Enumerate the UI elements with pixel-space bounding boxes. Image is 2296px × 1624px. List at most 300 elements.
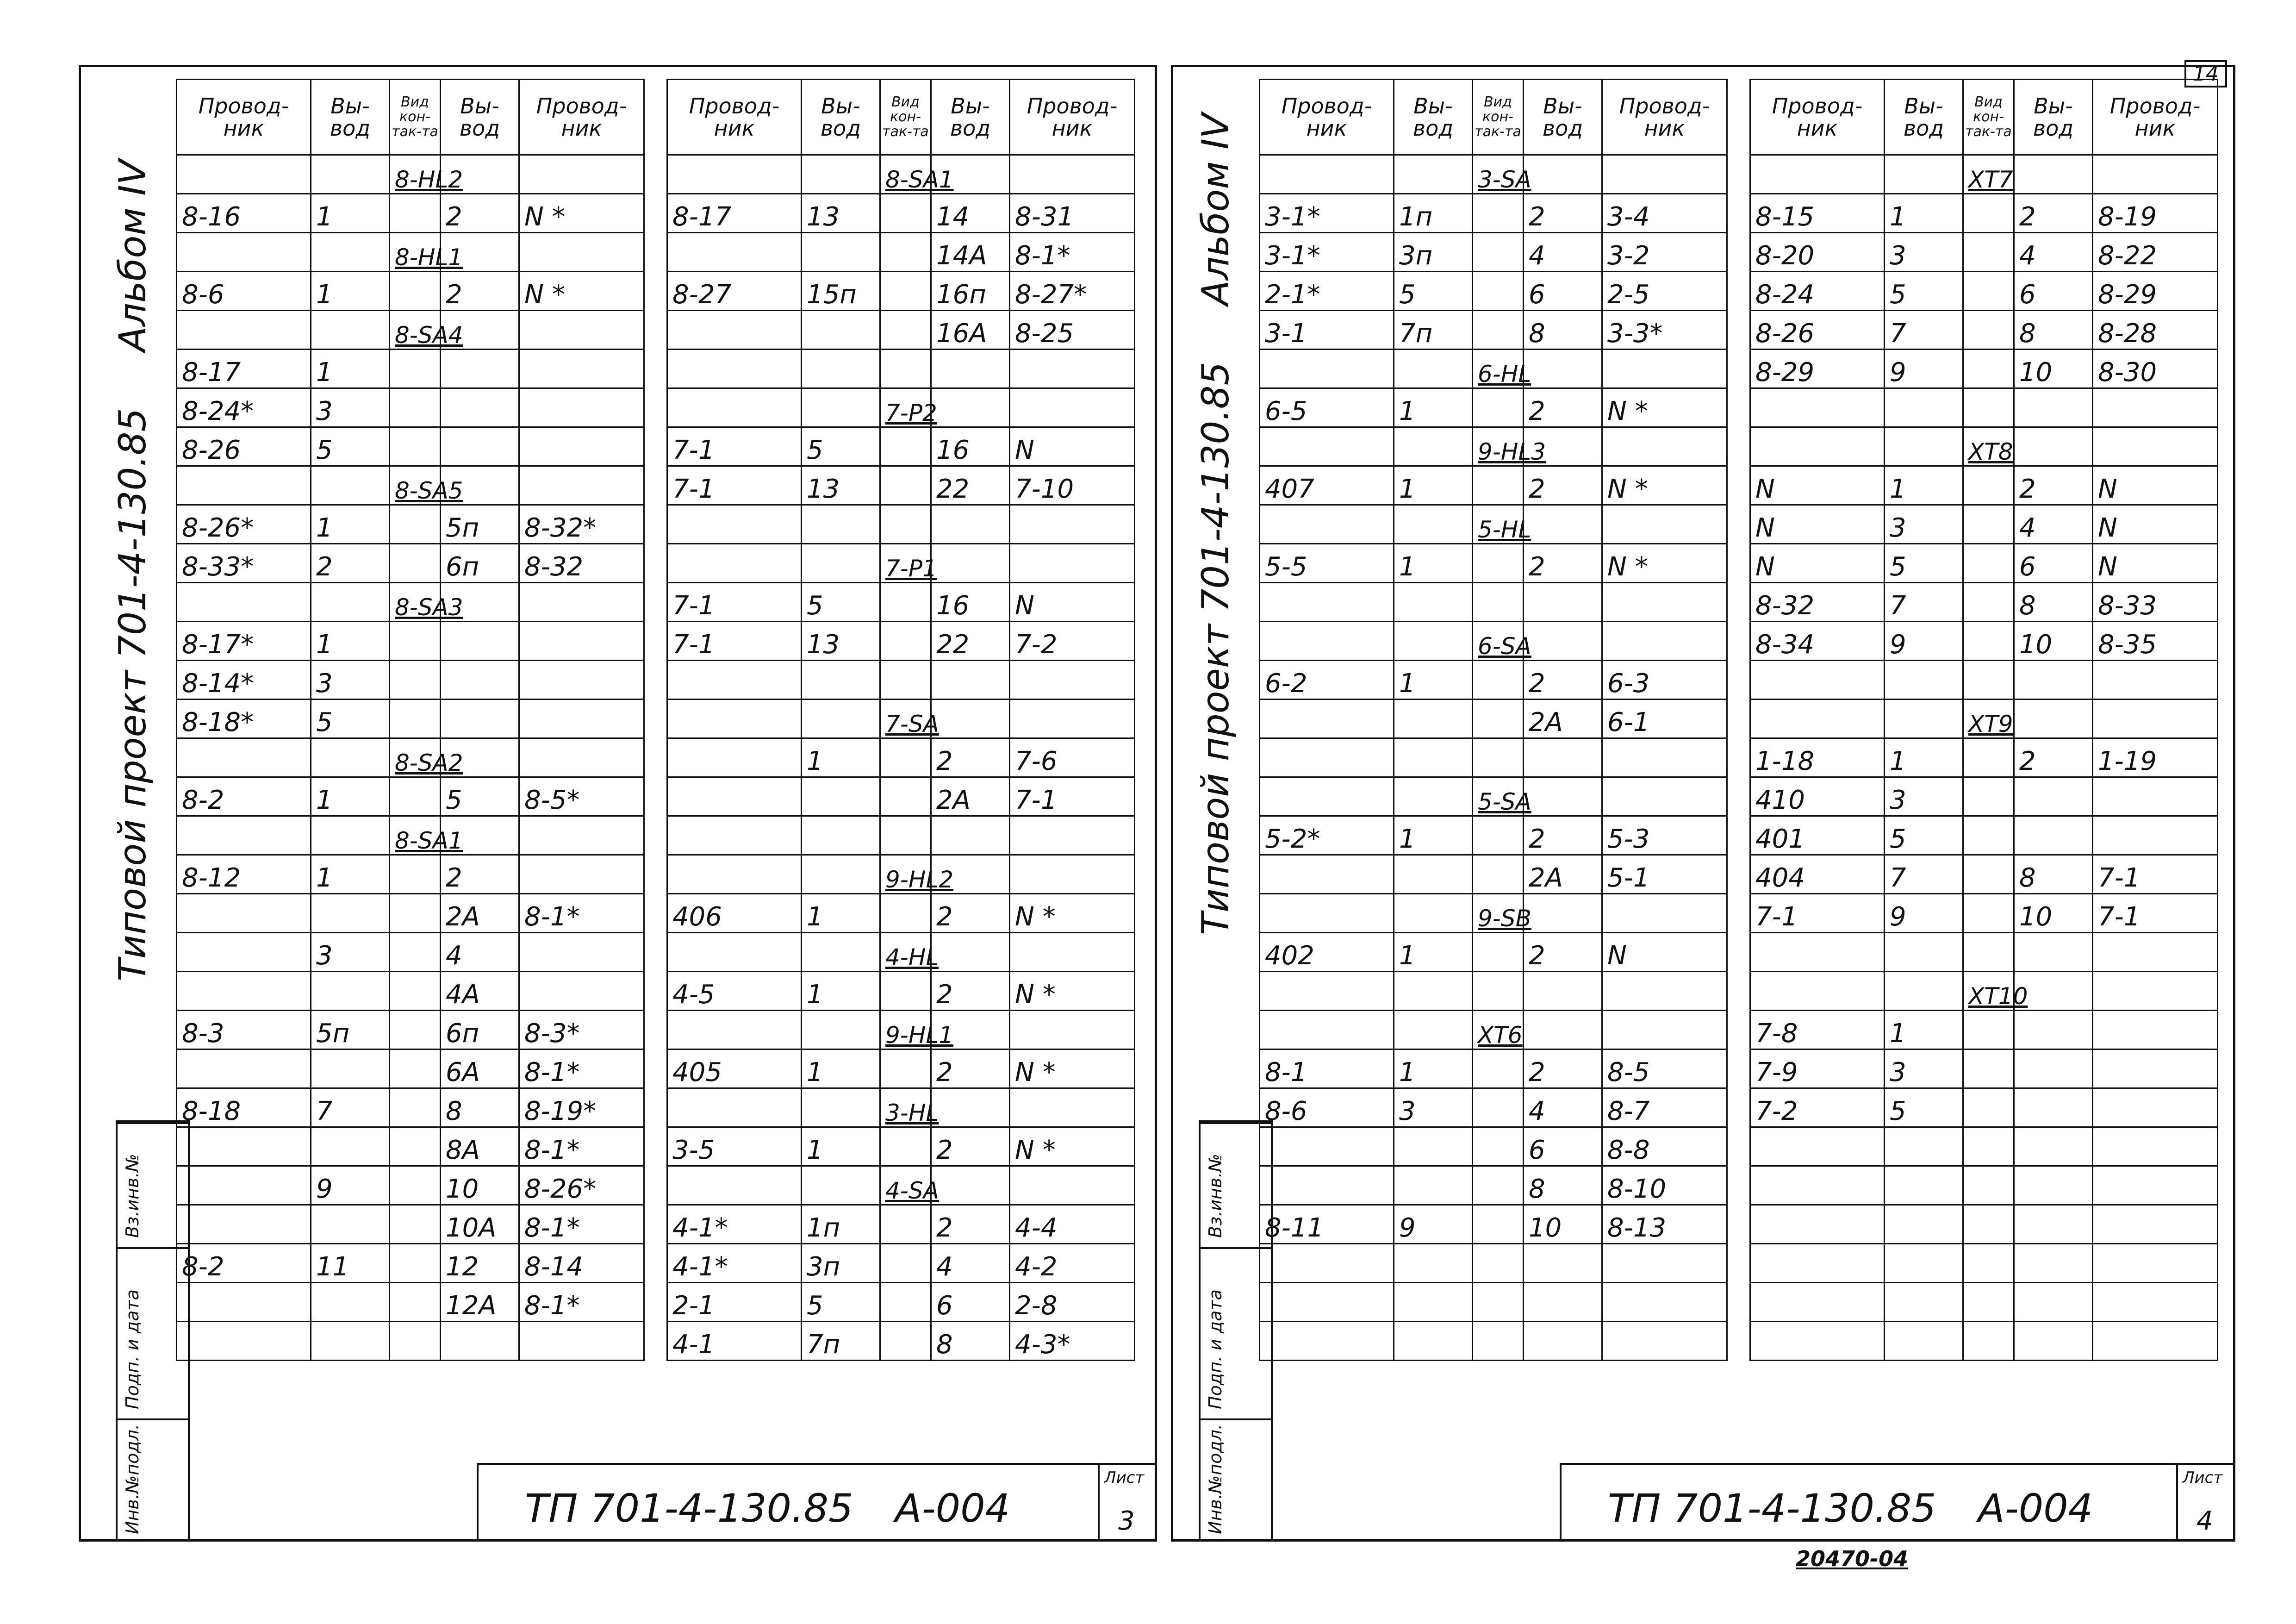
table-cell (1750, 700, 1885, 738)
table-cell (667, 738, 802, 777)
table-cell (1750, 661, 1885, 700)
table-row (1750, 1088, 2218, 1127)
table-cell (667, 155, 802, 194)
table-cell (931, 1166, 1010, 1205)
table-cell (2093, 1166, 2218, 1205)
contact-type-cell (1963, 311, 2014, 350)
left-strip-label-2: Подп. и дата (122, 1289, 143, 1409)
table-cell (519, 661, 644, 700)
contact-type-cell (880, 272, 931, 311)
table-cell: 1 (311, 350, 390, 388)
table-cell (931, 816, 1010, 855)
table-cell (1524, 1322, 1602, 1361)
table-cell (177, 311, 311, 350)
table-cell (1602, 1322, 1727, 1361)
table-row (177, 155, 644, 194)
contact-type-cell: XT10 (1963, 972, 2014, 1011)
table-cell (2014, 1166, 2093, 1205)
table-cell: 7-1 (1010, 777, 1135, 816)
table-cell (1394, 1166, 1473, 1205)
contact-type-cell (880, 311, 931, 350)
table-cell (1010, 933, 1135, 972)
contact-type-cell: 9-SB (1473, 894, 1524, 933)
table-cell (802, 1088, 880, 1127)
table-row (1260, 1166, 1727, 1205)
contact-type-cell (1963, 194, 2014, 233)
table-cell: 8-17 (667, 194, 802, 233)
table-cell: 10 (1524, 1205, 1602, 1244)
contact-type-cell (1963, 388, 2014, 427)
table-cell (311, 894, 390, 933)
right-sheet-label: Лист (2183, 1468, 2223, 1487)
table-cell (1524, 894, 1602, 933)
table-cell: 4-1* (667, 1205, 802, 1244)
table-cell (1885, 1166, 1963, 1205)
contact-type-cell (1963, 583, 2014, 622)
contact-type-cell (880, 777, 931, 816)
contact-type-cell (880, 816, 931, 855)
table-cell: 4 (1524, 233, 1602, 272)
table-cell (441, 427, 519, 466)
header-terminal: Вы-вод (311, 80, 390, 155)
contact-type-cell: 9-HL2 (880, 855, 931, 894)
table-cell (519, 350, 644, 388)
table-cell: 8-35 (2093, 622, 2218, 661)
table-row (1260, 1244, 1727, 1283)
table-cell: 1п (802, 1205, 880, 1244)
table-row (1750, 816, 2218, 855)
table-cell: 6 (2014, 272, 2093, 311)
table-row (1750, 194, 2218, 233)
table-cell: 8-24* (177, 388, 311, 427)
table-cell (1750, 388, 1885, 427)
table-cell (441, 388, 519, 427)
table-cell: 2 (441, 272, 519, 311)
right-vertical-title: Типовой проект 701-4-130.85 (1194, 362, 1237, 935)
table-cell: 5 (802, 427, 880, 466)
table-row (1260, 155, 1727, 194)
table-row (1260, 738, 1727, 777)
table-row (177, 1166, 644, 1205)
table-cell: 2 (931, 1049, 1010, 1088)
table-cell: 10 (2014, 350, 2093, 388)
contact-type-cell: 8-SA4 (390, 311, 441, 350)
table-cell: 7-6 (1010, 738, 1135, 777)
table-cell (667, 933, 802, 972)
table-row (667, 1166, 1135, 1205)
table-row (1260, 194, 1727, 233)
table-row (177, 894, 644, 933)
contact-type-cell: XT7 (1963, 155, 2014, 194)
table-cell: 7-1 (2093, 894, 2218, 933)
table-cell (931, 700, 1010, 738)
contact-type-cell (1473, 738, 1524, 777)
table-cell: N * (1602, 388, 1727, 427)
table-cell: 4А (441, 972, 519, 1011)
table-row (1260, 855, 1727, 894)
table-cell (1394, 1011, 1473, 1049)
table-row (1260, 1322, 1727, 1361)
right-sheet-number: 4 (2196, 1506, 2213, 1536)
table-row (667, 466, 1135, 505)
table-cell: 8-20 (1750, 233, 1885, 272)
contact-type-cell: 3-HL (880, 1088, 931, 1127)
contact-type-cell (880, 583, 931, 622)
contact-type-cell (1473, 972, 1524, 1011)
table-cell: 2 (1524, 1049, 1602, 1088)
contact-type-cell: 5-SA (1473, 777, 1524, 816)
table-cell: N * (1010, 1049, 1135, 1088)
table-cell (1394, 855, 1473, 894)
table-cell (931, 505, 1010, 544)
table-cell (177, 233, 311, 272)
table-cell (1010, 544, 1135, 583)
table-cell: 7-10 (1010, 466, 1135, 505)
table-cell (2093, 1244, 2218, 1283)
table-cell: 8-26 (1750, 311, 1885, 350)
table-cell: 8-26* (519, 1166, 644, 1205)
table-cell (1750, 427, 1885, 466)
contact-type-cell: 6-HL (1473, 350, 1524, 388)
table-cell: 6-3 (1602, 661, 1727, 700)
table-cell: 4-1* (667, 1244, 802, 1283)
table-cell (2014, 816, 2093, 855)
contact-type-cell (880, 194, 931, 233)
table-cell: 1 (311, 622, 390, 661)
table-cell (802, 388, 880, 427)
table-cell (802, 155, 880, 194)
table-cell (311, 1049, 390, 1088)
contact-type-cell (1963, 544, 2014, 583)
table-row (177, 738, 644, 777)
table-cell (1260, 622, 1394, 661)
table-cell: 8-34 (1750, 622, 1885, 661)
table-cell (2014, 427, 2093, 466)
table-cell (2093, 427, 2218, 466)
page-number: 14 (2184, 60, 2227, 87)
table-row (1260, 894, 1727, 933)
right-strip-label-1: Вз.инв.№ (1205, 1154, 1226, 1238)
table-cell (1602, 350, 1727, 388)
contact-type-cell (390, 505, 441, 544)
table-cell (1260, 1127, 1394, 1166)
table-cell: 1 (311, 272, 390, 311)
table-cell (667, 700, 802, 738)
table-cell: 4-4 (1010, 1205, 1135, 1244)
table-cell: 1 (1885, 1011, 1963, 1049)
table-cell: 1 (1885, 738, 1963, 777)
table-row (177, 972, 644, 1011)
table-row (1750, 933, 2218, 972)
table-cell: 5-2* (1260, 816, 1394, 855)
contact-type-cell (390, 1283, 441, 1322)
table-cell (1394, 1283, 1473, 1322)
table-cell: 13 (802, 194, 880, 233)
table-cell (1260, 1322, 1394, 1361)
table-cell (667, 544, 802, 583)
table-cell: 9 (311, 1166, 390, 1205)
table-header-row (177, 80, 644, 155)
table-cell: 406 (667, 894, 802, 933)
table-row (177, 388, 644, 427)
contact-type-cell: 4-HL (880, 933, 931, 972)
table-row (177, 1127, 644, 1166)
table-cell (519, 311, 644, 350)
table-cell: 8-15 (1750, 194, 1885, 233)
table-cell: 8 (2014, 855, 2093, 894)
contact-type-cell (1963, 1049, 2014, 1088)
table-cell (1602, 972, 1727, 1011)
contact-type-cell (1963, 1244, 2014, 1283)
table-cell (519, 622, 644, 661)
table-cell: 2-1* (1260, 272, 1394, 311)
table-cell: 1-19 (2093, 738, 2218, 777)
contact-type-cell (1963, 1127, 2014, 1166)
table-cell (311, 466, 390, 505)
contact-type-cell (880, 427, 931, 466)
table-cell (519, 816, 644, 855)
table-cell: 5 (311, 427, 390, 466)
table-row (1750, 1283, 2218, 1322)
table-cell: 8-27* (1010, 272, 1135, 311)
contact-type-cell (880, 233, 931, 272)
left-stamp-code: ТП 701-4-130.85 (525, 1486, 853, 1531)
table-cell (311, 1127, 390, 1166)
right-table-c (1259, 79, 1728, 1361)
contact-type-cell (880, 1049, 931, 1088)
table-cell: 9 (1885, 622, 1963, 661)
table-cell: 1 (1885, 194, 1963, 233)
contact-type-cell (1473, 855, 1524, 894)
table-cell (667, 350, 802, 388)
table-row (667, 1244, 1135, 1283)
contact-type-cell (1473, 311, 1524, 350)
table-cell (1602, 583, 1727, 622)
contact-type-cell (1473, 816, 1524, 855)
contact-type-cell (1963, 1283, 2014, 1322)
table-cell: N * (1010, 1127, 1135, 1166)
table-cell (1750, 155, 1885, 194)
table-cell (802, 505, 880, 544)
table-cell: 7-1 (2093, 855, 2218, 894)
table-cell (1260, 583, 1394, 622)
table-cell: 8-1* (519, 1127, 644, 1166)
table-cell: 4 (931, 1244, 1010, 1283)
left-sheet-label: Лист (1104, 1468, 1145, 1487)
table-cell (1885, 700, 1963, 738)
table-cell (311, 1322, 390, 1361)
table-cell: 402 (1260, 933, 1394, 972)
table-cell: 8-6 (177, 272, 311, 311)
table-row (177, 1322, 644, 1361)
contact-type-cell (1473, 233, 1524, 272)
table-cell: 2 (1524, 933, 1602, 972)
table-cell: 3-4 (1602, 194, 1727, 233)
contact-type-cell (880, 622, 931, 661)
table-cell (311, 816, 390, 855)
table-cell: 2 (1524, 388, 1602, 427)
table-cell (1010, 388, 1135, 427)
table-row (1750, 1205, 2218, 1244)
table-cell (519, 700, 644, 738)
table-cell (1885, 1205, 1963, 1244)
table-cell (2014, 1088, 2093, 1127)
table-row (667, 622, 1135, 661)
table-row (667, 894, 1135, 933)
contact-type-cell (390, 1127, 441, 1166)
table-cell: 1 (802, 894, 880, 933)
table-cell: 8-1 (1260, 1049, 1394, 1088)
table-row (1260, 1127, 1727, 1166)
table-cell (1750, 1166, 1885, 1205)
table-cell: 2 (931, 972, 1010, 1011)
table-cell (519, 933, 644, 972)
contact-type-cell (1963, 816, 2014, 855)
table-cell (441, 1322, 519, 1361)
table-cell: 2 (311, 544, 390, 583)
header-conductor: Провод-ник (667, 80, 802, 155)
contact-type-cell: XT6 (1473, 1011, 1524, 1049)
table-cell (1010, 505, 1135, 544)
table-row (177, 194, 644, 233)
table-row (1260, 427, 1727, 466)
header-contact-type: Вид кон-так-та (1963, 80, 2014, 155)
table-cell: 1 (311, 505, 390, 544)
table-cell: 6 (1524, 272, 1602, 311)
table-cell (177, 1283, 311, 1322)
contact-type-cell (390, 855, 441, 894)
table-cell: 2 (2014, 738, 2093, 777)
table-header-row (667, 80, 1135, 155)
table-cell: 1 (311, 855, 390, 894)
table-row (1750, 855, 2218, 894)
table-cell (1750, 1283, 1885, 1322)
table-cell: 8А (441, 1127, 519, 1166)
table-cell: 8-3 (177, 1011, 311, 1049)
table-cell: 8-1* (519, 894, 644, 933)
table-cell (1750, 972, 1885, 1011)
table-cell: 11 (311, 1244, 390, 1283)
table-cell (1524, 777, 1602, 816)
contact-type-cell (1473, 700, 1524, 738)
table-cell: 2-8 (1010, 1283, 1135, 1322)
table-cell (802, 855, 880, 894)
table-cell (931, 350, 1010, 388)
table-cell: 3 (1885, 233, 1963, 272)
table-cell (667, 816, 802, 855)
table-cell (931, 661, 1010, 700)
table-cell (311, 972, 390, 1011)
table-cell (1260, 155, 1394, 194)
table-cell: 1 (1394, 388, 1473, 427)
table-cell: 8-16 (177, 194, 311, 233)
table-cell: N (1750, 505, 1885, 544)
table-cell: 1 (311, 194, 390, 233)
table-cell: N (1602, 933, 1727, 972)
contact-type-cell (1963, 1088, 2014, 1127)
table-cell: 10 (2014, 622, 2093, 661)
table-row (1750, 233, 2218, 272)
table-cell (2014, 777, 2093, 816)
table-cell (2014, 1127, 2093, 1166)
table-cell: 2 (2014, 194, 2093, 233)
header-conductor: Провод-ник (1010, 80, 1135, 155)
bottom-code: 20470-04 (1796, 1546, 1909, 1571)
table-cell: 8-31 (1010, 194, 1135, 233)
table-row (667, 1127, 1135, 1166)
contact-type-cell (390, 933, 441, 972)
table-cell (2014, 1011, 2093, 1049)
table-cell: 8-22 (2093, 233, 2218, 272)
table-cell: 1 (802, 1049, 880, 1088)
left-sheet-box (1098, 1465, 1155, 1540)
table-row (177, 311, 644, 350)
table-cell: 8 (2014, 311, 2093, 350)
table-cell: 16п (931, 272, 1010, 311)
contact-type-cell (1963, 233, 2014, 272)
table-cell (1750, 1244, 1885, 1283)
contact-type-cell: 8-SA1 (390, 816, 441, 855)
contact-type-cell: 9-HL1 (880, 1011, 931, 1049)
table-row (1750, 311, 2218, 350)
table-cell: 1 (1394, 816, 1473, 855)
table-cell: 2А (441, 894, 519, 933)
table-cell (1750, 933, 1885, 972)
table-cell: 2-1 (667, 1283, 802, 1322)
table-row (177, 505, 644, 544)
table-cell (1602, 894, 1727, 933)
table-cell (1394, 583, 1473, 622)
contact-type-cell (1473, 388, 1524, 427)
table-cell: 12 (441, 1244, 519, 1283)
table-cell (931, 544, 1010, 583)
table-cell (1885, 661, 1963, 700)
table-cell (519, 855, 644, 894)
header-terminal: Вы-вод (1394, 80, 1473, 155)
table-cell: 1-18 (1750, 738, 1885, 777)
table-cell (1010, 816, 1135, 855)
table-cell: 3-1* (1260, 194, 1394, 233)
table-cell: 2А (1524, 700, 1602, 738)
table-cell (1885, 1322, 1963, 1361)
table-cell (519, 427, 644, 466)
table-cell: 8-17* (177, 622, 311, 661)
left-album-label: Альбом IV (111, 159, 154, 352)
table-cell (1394, 700, 1473, 738)
table-row (667, 1088, 1135, 1127)
table-cell: 6 (1524, 1127, 1602, 1166)
contact-type-cell (880, 894, 931, 933)
table-cell (1394, 1127, 1473, 1166)
table-cell: 3 (311, 661, 390, 700)
table-row (667, 427, 1135, 466)
table-cell (1394, 622, 1473, 661)
table-cell (2014, 1205, 2093, 1244)
table-cell (1260, 738, 1394, 777)
table-cell: 8-11 (1260, 1205, 1394, 1244)
contact-type-cell (390, 1049, 441, 1088)
table-cell (2014, 700, 2093, 738)
table-cell: 5-5 (1260, 544, 1394, 583)
table-cell (2093, 700, 2218, 738)
table-cell (177, 738, 311, 777)
table-cell: 8-14* (177, 661, 311, 700)
table-cell (2093, 1205, 2218, 1244)
table-cell (2014, 1322, 2093, 1361)
table-cell (1885, 1283, 1963, 1322)
table-cell: 9 (1885, 350, 1963, 388)
table-cell (667, 311, 802, 350)
